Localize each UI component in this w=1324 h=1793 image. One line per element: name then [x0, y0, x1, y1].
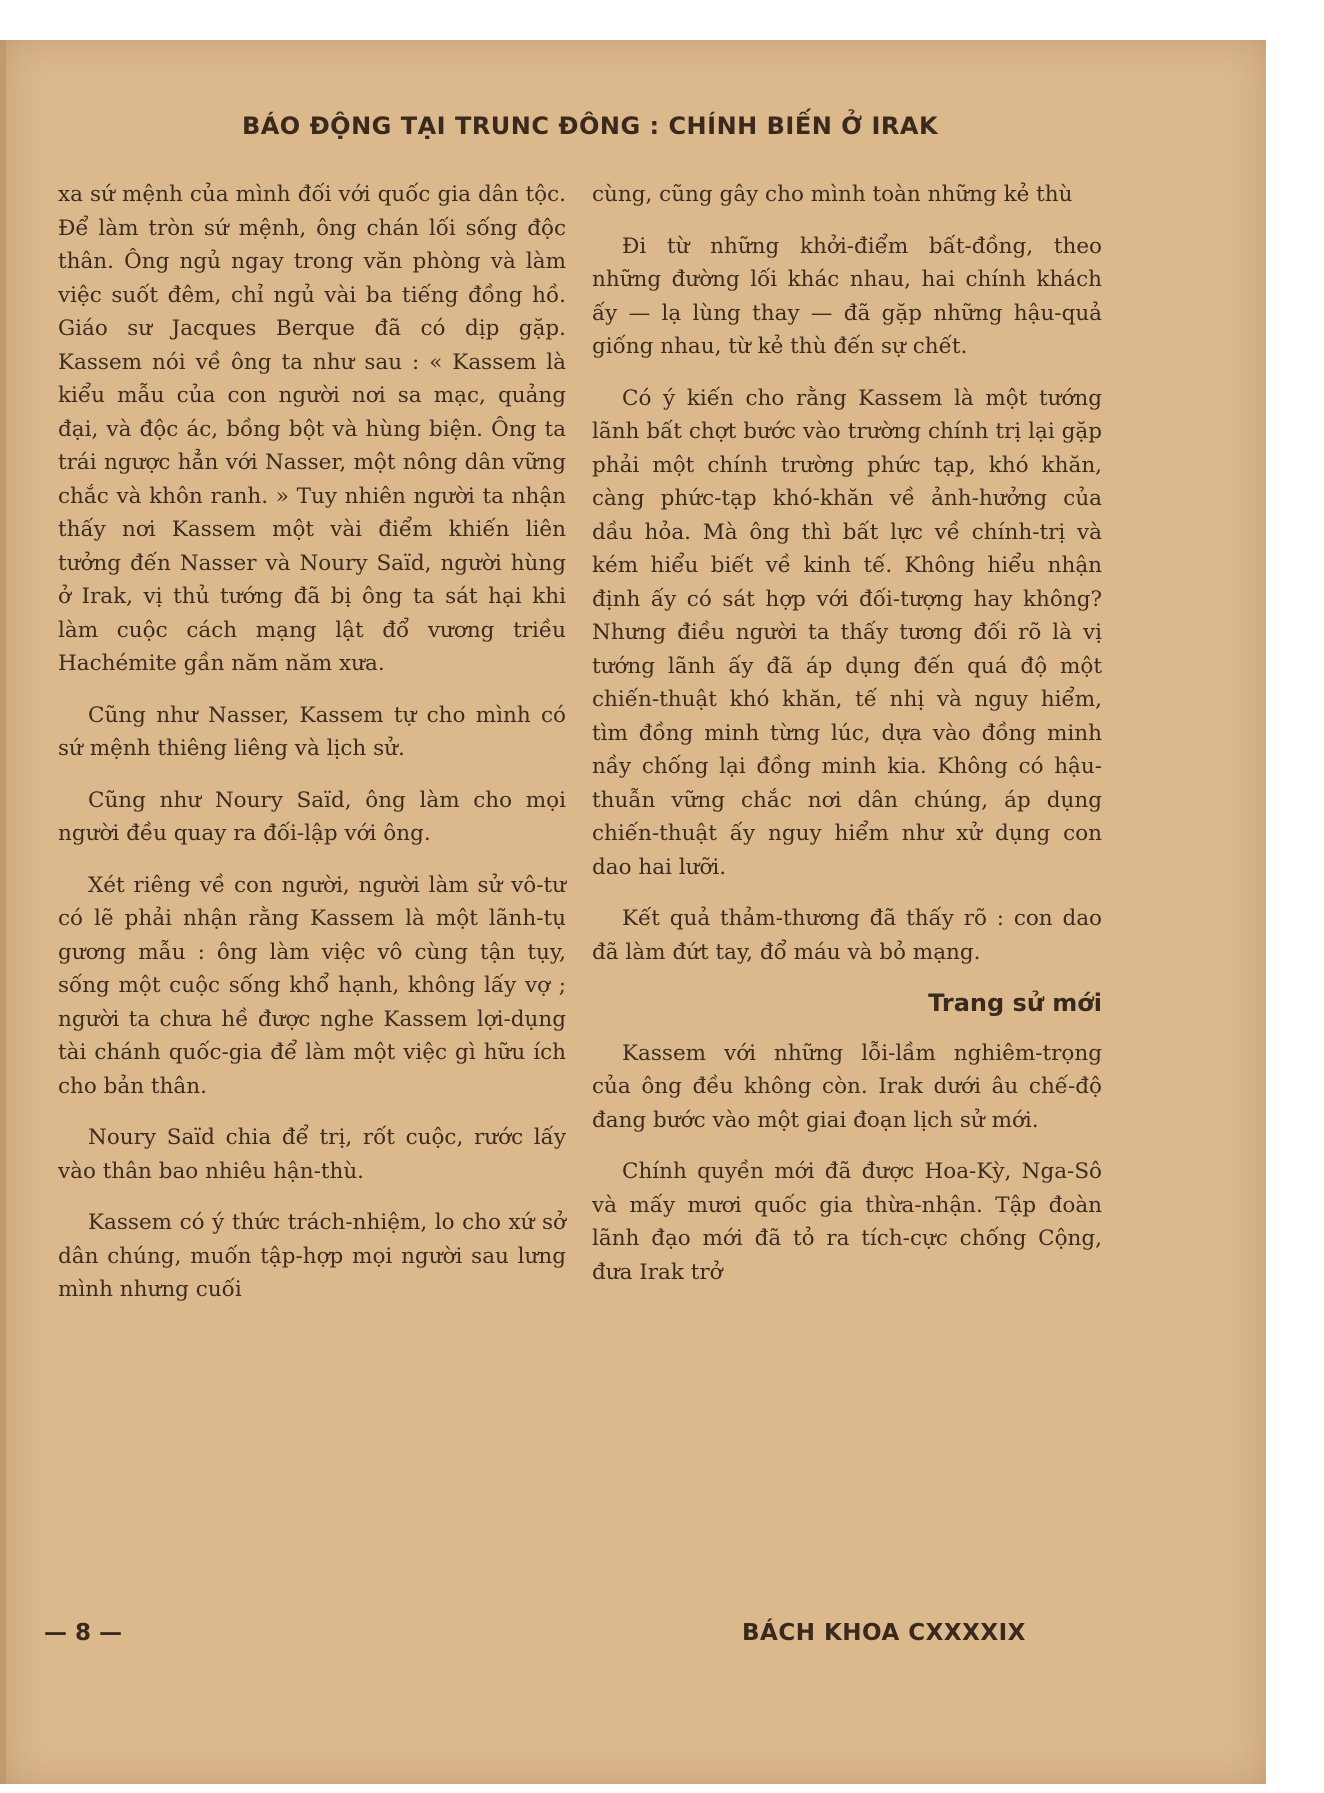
right-paragraph-5: Kassem với những lỗi-lầm nghiêm-trọng của ông đều không còn. Irak dưới âu chế-độ đang bước vào một giai đoạn lịch sử mới. [592, 1040, 1102, 1133]
section-subheading: Trang sử mới [928, 989, 1102, 1017]
left-column [58, 178, 566, 1325]
right-paragraph-3: Có ý kiến cho rằng Kassem là một tướng lãnh bất chợt bước vào trường chính trị lại gặp phải một chính trường phức tạp, khó khăn, càng phức-tạp khó-khăn về ảnh-hưởng của dầu hỏa. Mà ông thì bất lực về chính-trị và kém hiểu biết về kinh tế. Không hiểu nhận định ấy có sát hợp với đối-tượng hay không? Nhưng điều người ta thấy tương đối rõ là vị tướng lãnh ấy đã áp dụng đến quá độ một chiến-thuật khó khăn, tế nhị và nguy hiểm, tìm đồng minh từng lúc, dựa vào đồng minh nầy chống lại đồng minh kia. Không có hậu-thuẫn vững chắc nơi dân chúng, áp dụng chiến-thuật ấy nguy hiểm như xử dụng con dao hai lưỡi. [592, 385, 1102, 880]
right-column [592, 178, 1102, 1307]
page-header: BÁO ĐỘNG TẠI TRUNC ĐÔNG : CHÍNH BIẾN Ở IRAK [241, 112, 939, 140]
journal-issue: BÁCH KHOA CXXXXIX [742, 1620, 1026, 1646]
left-paragraph-2: Cũng như Nasser, Kassem tự cho mình có sứ mệnh thiêng liêng và lịch sử. [58, 702, 566, 761]
left-paragraph-4: Xét riêng về con người, người làm sử vô-tư có lẽ phải nhận rằng Kassem là một lãnh-tụ gương mẫu : ông làm việc vô cùng tận tụy, sống một cuộc sống khổ hạnh, không lấy vợ ; người ta chưa hề được nghe Kassem lợi-dụng tài chánh quốc-gia để làm một việc gì hữu ích cho bản thân. [58, 872, 566, 1099]
right-paragraph-4: Kết quả thảm-thương đã thấy rõ : con dao đã làm đứt tay, đổ máu và bỏ mạng. [592, 906, 1102, 965]
left-paragraph-1: xa sứ mệnh của mình đối với quốc gia dân tộc. Để làm tròn sứ mệnh, ông chán lối sống độc thân. Ông ngủ ngay trong văn phòng và làm việc suốt đêm, chỉ ngủ vài ba tiếng đồng hồ. Giáo sư Jacques Berque đã có dịp gặp. Kassem nói về ông ta như sau : « Kassem là kiểu mẫu của con người nơi sa mạc, quảng đại, và độc ác, bồng bột và hùng biện. Ông ta trái ngược hẳn với Nasser, một nông dân vững chắc và khôn ranh. » Tuy nhiên người ta nhận thấy nơi Kassem một vài điểm khiến liên tưởng đến Nasser và Noury Saïd, người hùng ở Irak, vị thủ tướng đã bị ông ta sát hại khi làm cuộc cách mạng lật đổ vương triều Hachémite gần năm năm xưa. [58, 182, 566, 676]
right-paragraph-2: Đi từ những khởi-điểm bất-đồng, theo những đường lối khác nhau, hai chính khách ấy — lạ lùng thay — đã gặp những hậu-quả giống nhau, từ kẻ thù đến sự chết. [592, 233, 1102, 359]
page-number: — 8 — [44, 1620, 123, 1646]
left-paragraph-3: Cũng như Noury Saïd, ông làm cho mọi người đều quay ra đối-lập với ông. [58, 787, 566, 846]
right-paragraph-1: cùng, cũng gây cho mình toàn những kẻ thù [592, 182, 1073, 207]
left-paragraph-5: Noury Saïd chia để trị, rốt cuộc, rước lấy vào thân bao nhiêu hận-thù. [58, 1125, 566, 1184]
right-paragraph-6: Chính quyền mới đã được Hoa-Kỳ, Nga-Sô và mấy mươi quốc gia thừa-nhận. Tập đoàn lãnh đạo mới đã tỏ ra tích-cực chống Cộng, đưa Irak trở [592, 1159, 1102, 1285]
left-paragraph-6: Kassem có ý thức trách-nhiệm, lo cho xứ sở dân chúng, muốn tập-hợp mọi người sau lưng mình nhưng cuối [58, 1210, 566, 1302]
